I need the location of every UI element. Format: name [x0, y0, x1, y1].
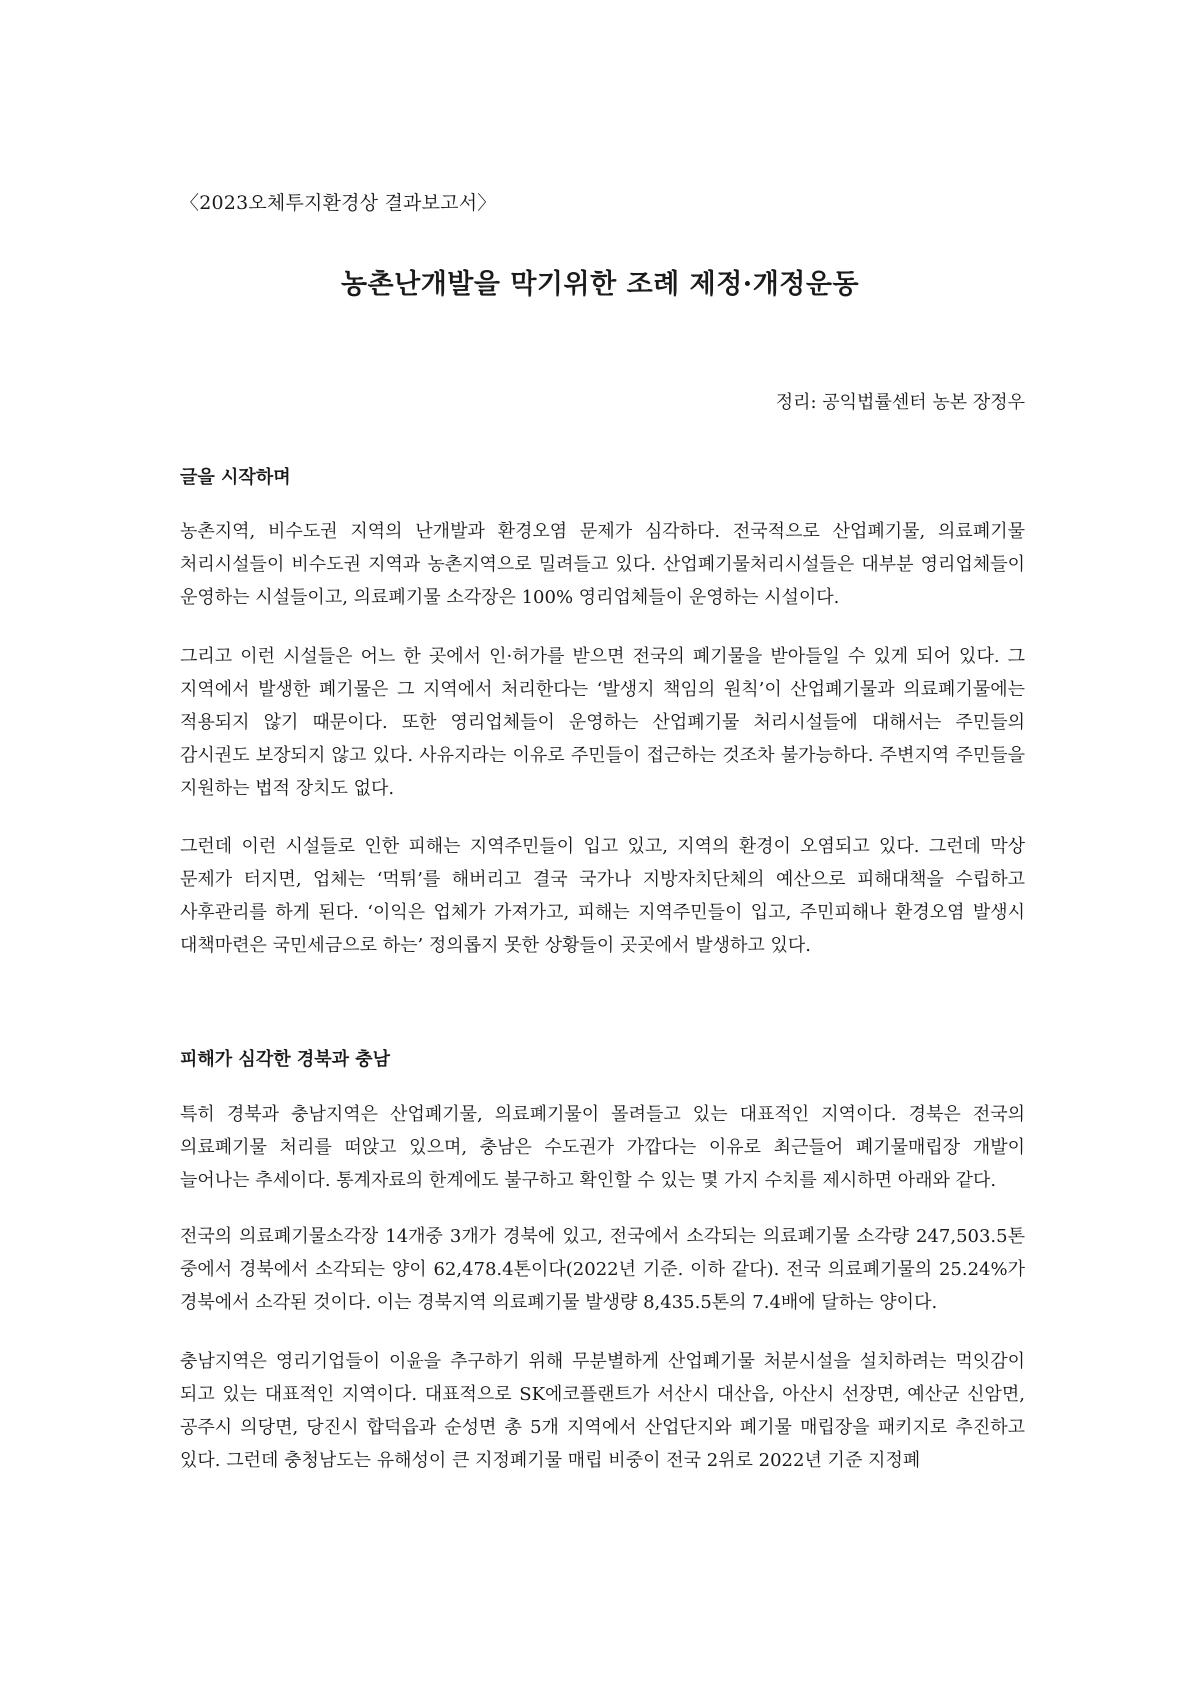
- paragraph: 그런데 이런 시설들로 인한 피해는 지역주민들이 입고 있고, 지역의 환경이 오염되고 있다. 그런데 막상 문제가 터지면, 업체는 ‘먹튀’를 해버리고 결국 국가나 지방자치단체의 예산으로 피해대책을 수립하고 사후관리를 하게 된다. ‘이익은 업체가 가져가고, 피해는 지역주민들이 입고, 주민피해나 환경오염 발생시 대책마련은 국민세금으로 하는’ 정의롭지 못한 상황들이 곳곳에서 발생하고 있다.: [180, 836, 1025, 956]
- section-heading-regions: 피해가 심각한 경북과 충남: [180, 1049, 391, 1070]
- paragraph: 전국의 의료폐기물소각장 14개중 3개가 경북에 있고, 전국에서 소각되는 의료폐기물 소각량 247,503.5톤 중에서 경북에서 소각되는 양이 62,478.4톤이다(2022년 기준. 이하 같다). 전국 의료폐기물의 25.24%가 경북에서 소각된 것이다. 이는 경북지역 의료폐기물 발생량 8,435.5톤의 7.4배에 달하는 양이다.: [180, 1226, 1025, 1313]
- document-title: 농촌난개발을 막기위한 조례 제정·개정운동: [340, 269, 860, 300]
- author-credit: 정리: 공익법률센터 농본 장정우: [775, 392, 1025, 413]
- section-heading-intro: 글을 시작하며: [180, 467, 291, 488]
- paragraph: 농촌지역, 비수도권 지역의 난개발과 환경오염 문제가 심각하다. 전국적으로 산업폐기물, 의료폐기물 처리시설들이 비수도권 지역과 농촌지역으로 밀려들고 있다. 산업폐기물처리시설들은 대부분 영리업체들이 운영하는 시설들이고, 의료폐기물 소각장은 100% 영리업체들이 운영하는 시설이다.: [180, 521, 1025, 608]
- paragraph: 특히 경북과 충남지역은 산업폐기물, 의료폐기물이 몰려들고 있는 대표적인 지역이다. 경북은 전국의 의료폐기물 처리를 떠앉고 있으며, 충남은 수도권가 가깝다는 이유로 최근들어 폐기물매립장 개발이 늘어나는 추세이다. 통계자료의 한계에도 불구하고 확인할 수 있는 몇 가지 수치를 제시하면 아래와 같다.: [180, 1104, 1025, 1191]
- report-label: 〈2023오체투지환경상 결과보고서〉: [180, 192, 497, 214]
- paragraph: 충남지역은 영리기업들이 이윤을 추구하기 위해 무분별하게 산업폐기물 처분시설을 설치하려는 먹잇감이 되고 있는 대표적인 지역이다. 대표적으로 SK에코플랜트가 서산시 대산읍, 아산시 선장면, 예산군 신암면, 공주시 의당면, 당진시 합덕읍과 순성면 총 5개 지역에서 산업단지와 폐기물 매립장을 패키지로 추진하고 있다. 그런데 충청남도는 유해성이 큰 지정폐기물 매립 비중이 전국 2위로 2022년 기준 지정폐: [180, 1351, 1025, 1471]
- paragraph: 그리고 이런 시설들은 어느 한 곳에서 인·허가를 받으면 전국의 폐기물을 받아들일 수 있게 되어 있다. 그 지역에서 발생한 폐기물은 그 지역에서 처리한다는 ‘발생지 책임의 원칙’이 산업폐기물과 의료폐기물에는 적용되지 않기 때문이다. 또한 영리업체들이 운영하는 산업폐기물 처리시설들에 대해서는 주민들의 감시권도 보장되지 않고 있다. 사유지라는 이유로 주민들이 접근하는 것조차 불가능하다. 주변지역 주민들을 지원하는 법적 장치도 없다.: [180, 646, 1025, 799]
